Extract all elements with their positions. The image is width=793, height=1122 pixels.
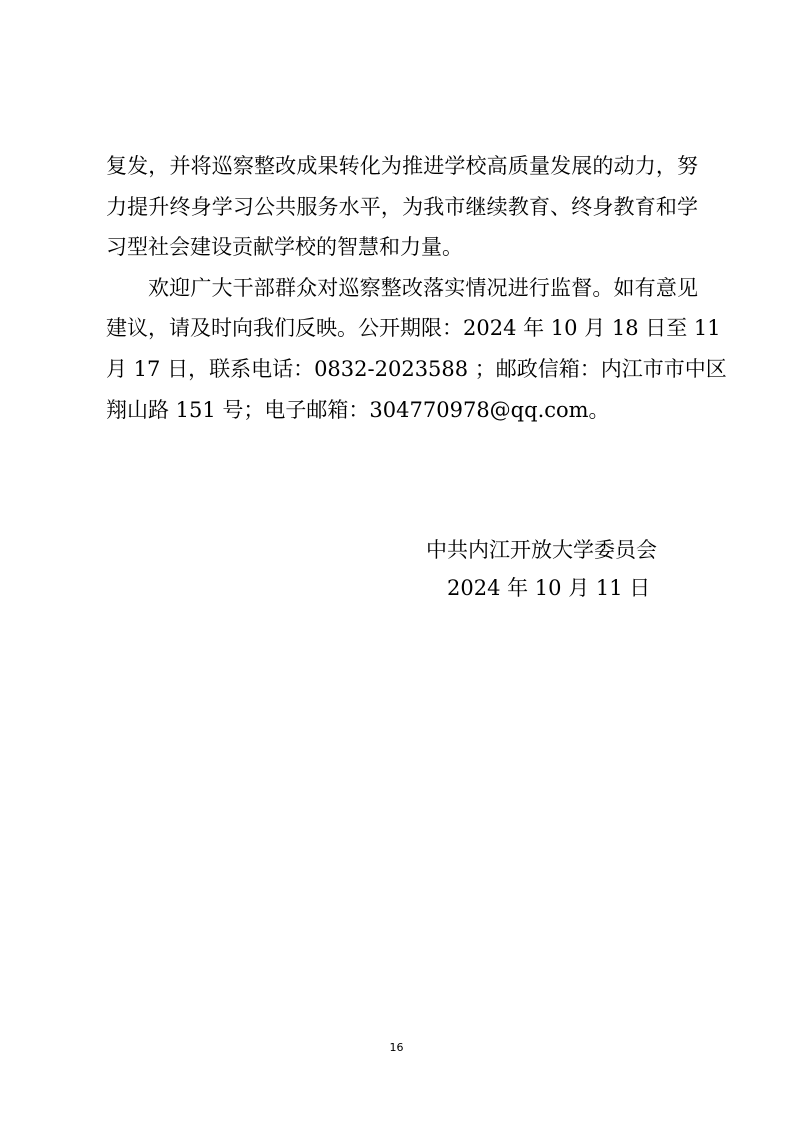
- document-body: [106, 146, 727, 430]
- paragraph-2-line-1: 欢迎广大干部群众对巡察整改落实情况进行监督。如有意见: [148, 275, 698, 300]
- signature-date: 2024 年 10 月 11 日: [447, 576, 651, 600]
- signature-organization: 中共内江开放大学委员会: [426, 538, 657, 562]
- paragraph-2-line-2: 建议，请及时向我们反映。公开期限：2024 年 10 月 18 日至 11: [106, 316, 721, 341]
- page-number: 16: [389, 1041, 404, 1054]
- paragraph-1-line-1: 复发，并将巡察整改成果转化为推进学校高质量发展的动力，努: [106, 154, 698, 178]
- paragraph-2-line-4: 翔山路 151 号；电子邮箱：304770978@qq.com。: [106, 397, 610, 422]
- paragraph-1-line-2: 力提升终身学习公共服务水平，为我市继续教育、终身教育和学: [106, 194, 698, 219]
- paragraph-1-line-3: 习型社会建设贡献学校的智慧和力量。: [106, 235, 463, 260]
- paragraph-2-line-3: 月 17 日，联系电话：0832-2023588 ；邮政信箱：内江市市中区: [106, 356, 727, 381]
- signature-block: [426, 531, 666, 607]
